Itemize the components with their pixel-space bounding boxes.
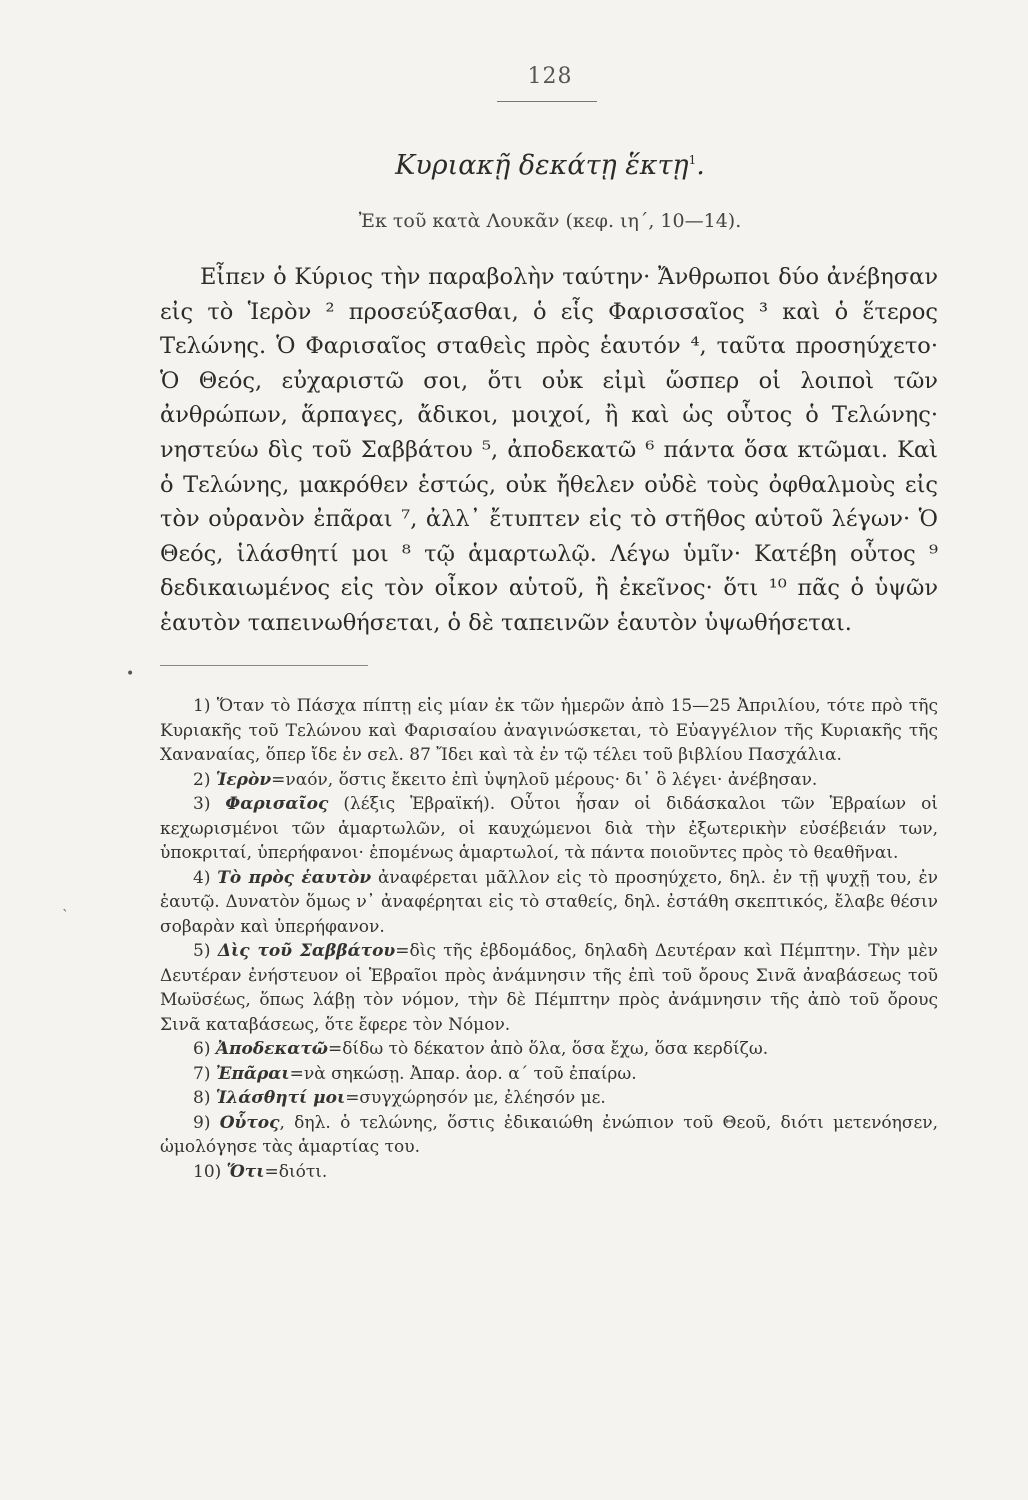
footnote: 6) Ἀποδεκατῶ=δίδω τὸ δέκατον ἀπὸ ὅλα, ὅσα ἔχω, ὅσα κερδίζω. [193,1039,769,1059]
footnote: 9) Οὗτος, δηλ. ὁ τελώνης, ὅστις ἐδικαιώθη ἐνώπιον τοῦ Θεοῦ, διότι μετενόησεν, ὡμολόγησε τὰς ἁμαρτίας του. [160,1112,939,1157]
page-title: Κυριακῇ δεκάτῃ ἕκτῃ$^1$. [395,150,705,181]
footnote: 7) Ἐπᾶραι=νὰ σηκώσῃ. Ἀπαρ. ἀορ. α΄ τοῦ ἐπαίρω. [193,1063,637,1084]
footnotes [160,694,938,1184]
page-number-rule [497,101,597,102]
footnote: 2) Ἱερὸν=ναόν, ὅστις ἔκειτο ἐπὶ ὑψηλοῦ μέρους· δι᾿ ὃ λέγει· ἀνέβησαν. [193,769,818,790]
footnote: 4) Τὸ πρὸς ἑαυτὸν ἀναφέρεται μᾶλλον εἰς τὸ προσηύχετο, δηλ. ἐν τῇ ψυχῇ του, ἐν ἑαυτῷ. Δυνατὸν ὅμως ν᾿ ἀναφέρηται εἰς τὸ σταθείς, δηλ. ἐστάθη σκεπτικός, ἔλαβε θέσιν σοβαρὰν καὶ ὑπερήφανον. [160,867,938,937]
stray-mark: • [126,666,135,682]
scripture-reference: Ἐκ τοῦ κατὰ Λουκᾶν (κεφ. ιη΄, 10—14). [358,210,742,232]
title-footnote-ref: 1 [688,153,697,167]
gospel-text: Εἶπεν ὁ Κύριος τὴν παραβολὴν ταύτην· Ἄνθρωποι δύο ἀνέβησαν εἰς τὸ Ἱερὸν ² προσεύξασθαι, ὁ εἷς Φαρισσαῖος ³ καὶ ὁ ἕτερος Τελώνης. Ὁ Φαρισαῖος σταθεὶς πρὸς ἑαυτόν ⁴, ταῦτα προσηύχετο· Ὁ Θεός, εὐχαριστῶ σοι, ὅτι οὐκ εἰμὶ ὥσπερ οἱ λοιποὶ τῶν ἀνθρώπων, ἅρπαγες, ἄδικοι, μοιχοί, ἢ καὶ ὡς οὗτος ὁ Τελώνης· νηστεύω δὶς τοῦ Σαββάτου ⁵, ἀποδεκατῶ ⁶ πάντα ὅσα κτῶμαι. Καὶ ὁ Τελώνης, μακρόθεν ἑστώς, οὐκ ἤθελεν οὐδὲ τοὺς ὀφθαλμοὺς εἰς τὸν οὐρανὸν ἐπᾶραι ⁷, ἀλλ᾿ ἔτυπτεν εἰς τὸ στῆθος αὑτοῦ λέγων· Ὁ Θεός, ἱλάσθητί μοι ⁸ τῷ ἁμαρτωλῷ. Λέγω ὑμῖν· Κατέβη οὗτος ⁹ δεδικαιωμένος εἰς τὸν οἶκον αὑτοῦ, ἢ ἐκεῖνος· ὅτι ¹⁰ πᾶς ὁ ὑψῶν ἑαυτὸν ταπεινωθήσεται, ὁ δὲ ταπεινῶν ἑαυτὸν ὑψωθήσεται. [160,264,938,636]
footnote: 5) Δὶς τοῦ Σαββάτου=δὶς τῆς ἑβδομάδος, δηλαδὴ Δευτέραν καὶ Πέμπτην. Τὴν μὲν Δευτέραν ἐνήστευον οἱ Ἑβραῖοι πρὸς ἀνάμνησιν τῆς ἐπὶ τοῦ ὄρους Σινᾶ ἀναβάσεως τοῦ Μωϋσέως, ὅπως λάβῃ τὸν νόμον, τὴν δὲ Πέμπτην πρὸς ἀνάμνησιν τῆς ἀπὸ τοῦ ὄρους Σινᾶ καταβάσεως, ὅτε ἔφερε τὸν Νόμον. [160,941,938,1035]
footnote-divider [160,665,368,666]
footnote: 1) Ὅταν τὸ Πάσχα πίπτῃ εἰς μίαν ἐκ τῶν ἡμερῶν ἀπὸ 15—25 Ἀπριλίου, τότε πρὸ τῆς Κυριακῆς τοῦ Τελώνου καὶ Φαρισαίου ἀναγινώσκεται, τὸ Εὐαγγέλιον τῆς Κυριακῆς τῆς Χαναναίας, ὅπερ ἴδε ἐν σελ. 87 Ἴδει καὶ τὰ ἐν τῷ τέλει τοῦ βιβλίου Πασχάλια. [160,696,938,765]
footnote: 10) Ὅτι=διότι. [193,1161,328,1182]
page-number: 128 [527,64,573,89]
footnote: 3) Φαρισαῖος (λέξις Ἑβραϊκή). Οὗτοι ἦσαν οἱ διδάσκαλοι τῶν Ἑβραίων οἱ κεχωρισμένοι τῶν ἁμαρτωλῶν, οἱ καυχώμενοι διὰ τὴν ἐξωτερικὴν εὐσέβειάν των, ὑποκριταί, ὑπερήφανοι· ἑπομένως ἁμαρτωλοί, τὰ πάντα ποιοῦντες πρὸς τὸ θεαθῆναι. [160,794,938,863]
title-text: Κυριακῇ δεκάτῃ ἕκτῃ [395,150,689,181]
footnote: 8) Ἱλάσθητί μοι=συγχώρησόν με, ἐλέησόν με. [193,1088,606,1108]
stray-mark: ` [62,908,69,924]
